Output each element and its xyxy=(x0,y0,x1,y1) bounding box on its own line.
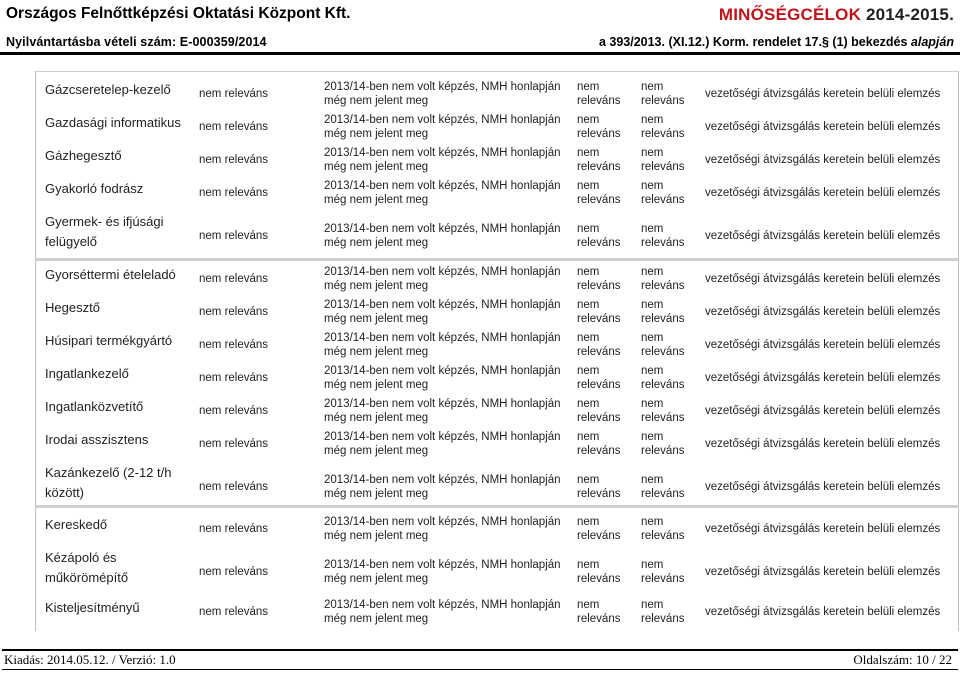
profession-name: Gyakorló fodrász xyxy=(45,181,144,196)
col-d-cell: nem releváns xyxy=(641,299,685,326)
table-row xyxy=(35,397,959,433)
table-row xyxy=(35,515,959,551)
col-b-cell: 2013/14-ben nem volt képzés, NMH honlapján még nem jelent meg xyxy=(324,559,561,586)
col-d-cell: nem releváns xyxy=(641,332,685,359)
col-b-cell: 2013/14-ben nem volt képzés, NMH honlapján még nem jelent meg xyxy=(324,266,561,293)
page-number: Oldalszám: 10 / 22 xyxy=(853,652,952,667)
col-d-cell: nem releváns xyxy=(641,147,685,174)
col-d-cell: nem releváns xyxy=(641,474,685,501)
col-c-cell: nem releváns xyxy=(577,223,621,250)
col-c-cell: nem releváns xyxy=(577,147,621,174)
profession-name: Ingatlankezelő xyxy=(45,366,129,381)
profession-name: Gázhegesztő xyxy=(45,148,122,163)
group-separator xyxy=(35,505,959,508)
profession-name: Kazánkezelő (2-12 t/h között) xyxy=(45,465,172,500)
table-row xyxy=(35,364,959,400)
col-b-cell: 2013/14-ben nem volt képzés, NMH honlapján még nem jelent meg xyxy=(324,81,561,108)
table-row xyxy=(35,598,959,634)
col-b-cell: 2013/14-ben nem volt képzés, NMH honlapján még nem jelent meg xyxy=(324,332,561,359)
col-d-cell: nem releváns xyxy=(641,266,685,293)
col-a-cell: nem releváns xyxy=(199,87,269,100)
col-b-cell: 2013/14-ben nem volt képzés, NMH honlapján még nem jelent meg xyxy=(324,114,561,141)
table-row xyxy=(35,548,959,592)
col-b-cell: 2013/14-ben nem volt képzés, NMH honlapján még nem jelent meg xyxy=(324,147,561,174)
col-e-cell: vezetőségi átvizsgálás keretein belüli elemzés xyxy=(705,153,941,166)
goals-title xyxy=(599,4,954,26)
table-row xyxy=(35,430,959,466)
col-b-cell: 2013/14-ben nem volt képzés, NMH honlapján még nem jelent meg xyxy=(324,431,561,458)
col-c-cell: nem releváns xyxy=(577,81,621,108)
profession-name: Gyorséttermi ételeladó xyxy=(45,267,176,282)
col-c-cell: nem releváns xyxy=(577,299,621,326)
profession-name: Kézápoló és műkörömépítő xyxy=(45,550,129,585)
col-d-cell: nem releváns xyxy=(641,431,685,458)
goals-block xyxy=(599,4,954,51)
header-rule xyxy=(0,52,960,55)
col-d-cell: nem releváns xyxy=(641,599,685,626)
profession-name: Gyermek- és ifjúsági felügyelő xyxy=(45,214,164,249)
profession-name: Húsipari termékgyártó xyxy=(45,333,173,348)
col-a-cell: nem releváns xyxy=(199,305,269,318)
col-d-cell: nem releváns xyxy=(641,398,685,425)
col-e-cell: vezetőségi átvizsgálás keretein belüli elemzés xyxy=(705,565,941,578)
profession-name: Ingatlanközvetítő xyxy=(45,399,144,414)
registration-number: Nyilvántartásba vételi szám: E-000359/2014 xyxy=(6,35,267,49)
col-b-cell: 2013/14-ben nem volt képzés, NMH honlapján még nem jelent meg xyxy=(324,180,561,207)
col-d-cell: nem releváns xyxy=(641,81,685,108)
col-c-cell: nem releváns xyxy=(577,266,621,293)
decree-italic: alapján xyxy=(910,35,954,49)
col-c-cell: nem releváns xyxy=(577,474,621,501)
table-row xyxy=(35,146,959,182)
col-d-cell: nem releváns xyxy=(641,365,685,392)
decree-reference xyxy=(599,33,954,51)
col-d-cell: nem releváns xyxy=(641,114,685,141)
col-c-cell: nem releváns xyxy=(577,599,621,626)
table-row xyxy=(35,179,959,215)
col-d-cell: nem releváns xyxy=(641,516,685,543)
col-c-cell: nem releváns xyxy=(577,431,621,458)
profession-name: Kereskedő xyxy=(45,517,108,532)
page-footer xyxy=(0,649,960,683)
col-e-cell: vezetőségi átvizsgálás keretein belüli elemzés xyxy=(705,186,941,199)
col-c-cell: nem releváns xyxy=(577,398,621,425)
col-a-cell: nem releváns xyxy=(199,480,269,493)
col-d-cell: nem releváns xyxy=(641,223,685,250)
footer-rule xyxy=(2,649,958,651)
col-c-cell: nem releváns xyxy=(577,180,621,207)
table-row xyxy=(35,463,959,505)
col-e-cell: vezetőségi átvizsgálás keretein belüli elemzés xyxy=(705,229,941,242)
table-row xyxy=(35,298,959,334)
issue-version: Kiadás: 2014.05.12. / Verzió: 1.0 xyxy=(4,652,176,667)
table-row xyxy=(35,80,959,116)
col-b-cell: 2013/14-ben nem volt képzés, NMH honlapján még nem jelent meg xyxy=(324,365,561,392)
table-row xyxy=(35,113,959,149)
col-a-cell: nem releváns xyxy=(199,120,269,133)
group-separator xyxy=(35,258,959,261)
profession-name: Irodai asszisztens xyxy=(45,432,149,447)
col-a-cell: nem releváns xyxy=(199,272,269,285)
col-a-cell: nem releváns xyxy=(199,153,269,166)
col-e-cell: vezetőségi átvizsgálás keretein belüli elemzés xyxy=(705,272,941,285)
col-a-cell: nem releváns xyxy=(199,371,269,384)
org-block xyxy=(6,4,351,52)
col-e-cell: vezetőségi átvizsgálás keretein belüli elemzés xyxy=(705,522,941,535)
col-e-cell: vezetőségi átvizsgálás keretein belüli elemzés xyxy=(705,404,941,417)
col-b-cell: 2013/14-ben nem volt képzés, NMH honlapján még nem jelent meg xyxy=(324,223,561,250)
col-b-cell: 2013/14-ben nem volt képzés, NMH honlapján még nem jelent meg xyxy=(324,299,561,326)
col-a-cell: nem releváns xyxy=(199,229,269,242)
col-a-cell: nem releváns xyxy=(199,338,269,351)
col-c-cell: nem releváns xyxy=(577,559,621,586)
col-e-cell: vezetőségi átvizsgálás keretein belüli elemzés xyxy=(705,338,941,351)
org-name: Országos Felnőttképzési Oktatási Központ Kft. xyxy=(6,5,351,22)
profession-name: Kisteljesítményű xyxy=(45,600,140,615)
col-d-cell: nem releváns xyxy=(641,559,685,586)
col-a-cell: nem releváns xyxy=(199,565,269,578)
goals-prefix: MINŐSÉGCÉLOK xyxy=(718,5,862,24)
col-b-cell: 2013/14-ben nem volt képzés, NMH honlapján még nem jelent meg xyxy=(324,516,561,543)
col-a-cell: nem releváns xyxy=(199,186,269,199)
col-e-cell: vezetőségi átvizsgálás keretein belüli elemzés xyxy=(705,605,941,618)
col-a-cell: nem releváns xyxy=(199,404,269,417)
col-c-cell: nem releváns xyxy=(577,114,621,141)
col-a-cell: nem releváns xyxy=(199,437,269,450)
col-e-cell: vezetőségi átvizsgálás keretein belüli elemzés xyxy=(705,437,941,450)
page-header xyxy=(0,0,960,52)
footer-bottom-rule xyxy=(2,669,958,670)
col-c-cell: nem releváns xyxy=(577,332,621,359)
col-b-cell: 2013/14-ben nem volt képzés, NMH honlapján még nem jelent meg xyxy=(324,398,561,425)
col-d-cell: nem releváns xyxy=(641,180,685,207)
profession-name: Gázcseretelep-kezelő xyxy=(45,82,171,97)
decree-text: a 393/2013. (XI.12.) Korm. rendelet 17.§ (1) bekezdés xyxy=(598,35,911,49)
profession-name: Hegesztő xyxy=(45,300,100,315)
table-row xyxy=(35,265,959,301)
col-e-cell: vezetőségi átvizsgálás keretein belüli elemzés xyxy=(705,305,941,318)
col-c-cell: nem releváns xyxy=(577,365,621,392)
profession-name: Gazdasági informatikus xyxy=(45,115,181,130)
col-e-cell: vezetőségi átvizsgálás keretein belüli elemzés xyxy=(705,371,941,384)
col-e-cell: vezetőségi átvizsgálás keretein belüli elemzés xyxy=(705,480,941,493)
table-row xyxy=(35,212,959,254)
goals-year: 2014-2015. xyxy=(861,5,954,24)
col-c-cell: nem releváns xyxy=(577,516,621,543)
col-b-cell: 2013/14-ben nem volt képzés, NMH honlapján még nem jelent meg xyxy=(324,599,561,626)
col-a-cell: nem releváns xyxy=(199,605,269,618)
col-b-cell: 2013/14-ben nem volt képzés, NMH honlapján még nem jelent meg xyxy=(324,474,561,501)
col-a-cell: nem releváns xyxy=(199,522,269,535)
table-row xyxy=(35,331,959,367)
col-e-cell: vezetőségi átvizsgálás keretein belüli elemzés xyxy=(705,87,941,100)
col-e-cell: vezetőségi átvizsgálás keretein belüli elemzés xyxy=(705,120,941,133)
